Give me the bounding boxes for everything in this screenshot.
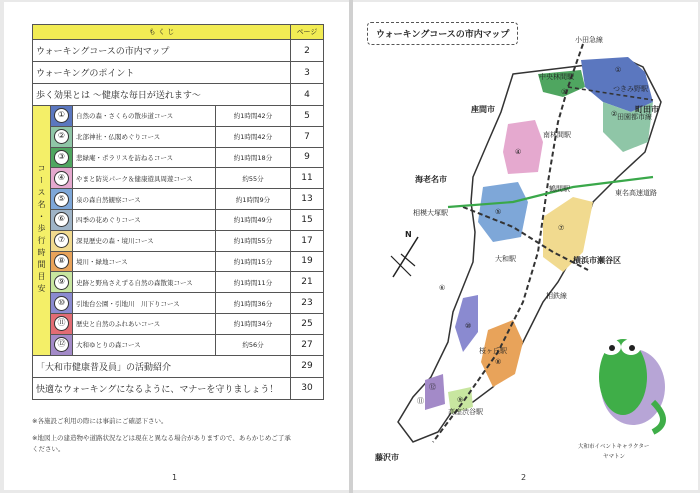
- label-odakyu-line: 小田急線: [575, 36, 603, 44]
- course-page: 11: [291, 168, 324, 189]
- course-name: 自然の森・さくらの散歩道コース: [73, 106, 216, 127]
- course-row[interactable]: [33, 230, 324, 251]
- city-map: [353, 2, 698, 490]
- course-number: ⑧: [54, 254, 69, 269]
- label-machida-city: 町田市: [635, 105, 659, 114]
- course-time: 約1時間11分: [216, 272, 291, 293]
- course-number: ①: [54, 108, 69, 123]
- toc-row-title: ウォーキングコースの市内マップ: [33, 40, 291, 62]
- course-side-label: コース名・歩行時間目安: [33, 106, 51, 356]
- course-row[interactable]: [33, 189, 324, 210]
- note-facilities: ※各施設ご利用の際には事前にご確認下さい。: [32, 417, 168, 425]
- contents-table: [32, 24, 324, 400]
- course-time: 約1時間36分: [216, 293, 291, 314]
- course-row[interactable]: [33, 251, 324, 272]
- label-yamato-station: 大和駅: [495, 255, 516, 263]
- label-sotetsu-line: 相鉄線: [546, 292, 567, 300]
- label-kozashibuya-station: 高座渋谷駅: [448, 408, 483, 416]
- label-minamirinkan-station: 南林間駅: [543, 131, 571, 139]
- map-marker: ④: [515, 148, 522, 156]
- contents-header: [33, 25, 324, 40]
- course-number-cell: [51, 147, 73, 168]
- course-number-cell: [51, 230, 73, 251]
- map-marker: ⑧: [495, 358, 502, 366]
- course-time: 約1時間42分: [216, 106, 291, 127]
- label-chuorinkan-station: 中央林間駅: [539, 73, 574, 81]
- toc-row-title: ウォーキングのポイント: [33, 62, 291, 84]
- toc-row-page: 2: [291, 40, 324, 62]
- course-number-cell: [51, 168, 73, 189]
- mascot-icon: [599, 339, 665, 432]
- course-name: やまと防災パーク＆健康遊具周遊コース: [73, 168, 216, 189]
- label-tsuruma-station: 鶴間駅: [549, 185, 570, 193]
- toc-row[interactable]: [33, 40, 324, 62]
- course-number: ⑩: [54, 296, 69, 311]
- page-column-header: ページ: [291, 25, 324, 40]
- label-sagami-otsuka-station: 相模大塚駅: [413, 209, 448, 217]
- course-page: 25: [291, 313, 324, 334]
- course-page: 21: [291, 272, 324, 293]
- toc-row-page: 29: [291, 355, 324, 377]
- course-number-cell: [51, 334, 73, 355]
- note-map-disclaimer-cont: ください。: [32, 445, 65, 453]
- toc-row-title: 快適なウォーキングになるように、マナーを守りましょう！: [33, 377, 291, 399]
- mascot-caption: 大和市イベントキャラクター: [578, 444, 650, 450]
- label-sakuragaoka-station: 桜ヶ丘駅: [479, 347, 507, 355]
- toc-row[interactable]: [33, 377, 324, 399]
- course-time: 約1時間42分: [216, 126, 291, 147]
- course-number-cell: [51, 106, 73, 127]
- map-marker: ①: [615, 66, 622, 74]
- map-marker: ②: [611, 110, 618, 118]
- course-time: 約1時間49分: [216, 209, 291, 230]
- label-tomei-expressway: 東名高速道路: [615, 189, 657, 197]
- course-area-12: [425, 374, 445, 410]
- label-yokohama-seya: 横浜市瀬谷区: [573, 256, 621, 265]
- course-number: ③: [54, 150, 69, 165]
- compass-north-label: N: [405, 230, 412, 239]
- toc-row-title: 「大和市健康普及員」の活動紹介: [33, 355, 291, 377]
- map-marker: ⑨: [457, 396, 464, 404]
- course-page: 17: [291, 230, 324, 251]
- course-area-4: [503, 120, 543, 174]
- map-marker: ⑩: [465, 322, 472, 330]
- course-number-cell: [51, 272, 73, 293]
- course-number-cell: [51, 313, 73, 334]
- course-number-cell: [51, 189, 73, 210]
- course-row[interactable]: [33, 313, 324, 334]
- course-name: 泉の森自然観察コース: [73, 189, 216, 210]
- toc-row-title: 歩く効果とは ～健康な毎日が送れます～: [33, 84, 291, 106]
- page-number-left: 1: [172, 473, 178, 482]
- course-name: 引地台公園・引地川 川下りコース: [73, 293, 216, 314]
- course-name: 北部神社・仏閣めぐりコース: [73, 126, 216, 147]
- course-row[interactable]: [33, 168, 324, 189]
- course-row[interactable]: [33, 209, 324, 230]
- label-zama-city: 座間市: [471, 105, 495, 114]
- course-name: 大和ゆとりの森コース: [73, 334, 216, 355]
- course-page: 23: [291, 293, 324, 314]
- course-page: 7: [291, 126, 324, 147]
- course-time: 約56分: [216, 334, 291, 355]
- course-time: 約1時間55分: [216, 230, 291, 251]
- label-tsukimino-station: つきみ野駅: [613, 85, 648, 93]
- course-number: ⑤: [54, 192, 69, 207]
- course-time: 約1時間9分: [216, 189, 291, 210]
- map-marker: ⑪: [417, 397, 424, 405]
- toc-row-page: 4: [291, 84, 324, 106]
- course-name: 史跡と野鳥さえずる自然の森散策コース: [73, 272, 216, 293]
- label-fujisawa-city: 藤沢市: [375, 453, 399, 462]
- map-marker: ⑥: [439, 284, 446, 292]
- course-number-cell: [51, 293, 73, 314]
- toc-row-page: 3: [291, 62, 324, 84]
- course-time: 約1時間34分: [216, 313, 291, 334]
- course-row[interactable]: [33, 334, 324, 355]
- map-marker: ③: [561, 88, 568, 96]
- course-number-cell: [51, 126, 73, 147]
- course-number: ⑨: [54, 275, 69, 290]
- mascot-name: ヤマトン: [603, 454, 626, 460]
- course-time: 約1時間15分: [216, 251, 291, 272]
- course-page: 27: [291, 334, 324, 355]
- course-name: 悲緑庵・ポラリスを訪ねるコース: [73, 147, 216, 168]
- toc-row[interactable]: [33, 62, 324, 84]
- map-marker: ⑤: [495, 208, 502, 216]
- course-page: 15: [291, 209, 324, 230]
- course-row[interactable]: [33, 293, 324, 314]
- course-number: ⑦: [54, 233, 69, 248]
- toc-row-page: 30: [291, 377, 324, 399]
- course-time: 約55分: [216, 168, 291, 189]
- label-ebina-city: 海老名市: [415, 175, 447, 184]
- course-row[interactable]: [33, 272, 324, 293]
- map-page: [353, 2, 698, 490]
- toc-row[interactable]: [33, 84, 324, 106]
- course-name: 四季の花めぐりコース: [73, 209, 216, 230]
- course-number-cell: [51, 209, 73, 230]
- label-denentoshi-line: 田園都市線: [617, 113, 652, 121]
- course-name: 境川・緑地コース: [73, 251, 216, 272]
- course-number: ④: [54, 171, 69, 186]
- course-number-cell: [51, 251, 73, 272]
- contents-title: も く じ: [33, 25, 291, 40]
- course-name: 歴史と自然のふれあいコース: [73, 313, 216, 334]
- course-row[interactable]: [33, 106, 324, 127]
- course-page: 9: [291, 147, 324, 168]
- toc-row[interactable]: [33, 355, 324, 377]
- course-number: ⑪: [54, 316, 69, 331]
- contents-page: [4, 2, 349, 490]
- course-number: ⑥: [54, 212, 69, 227]
- course-number: ②: [54, 129, 69, 144]
- course-page: 5: [291, 106, 324, 127]
- map-marker: ⑦: [558, 224, 565, 232]
- course-row[interactable]: [33, 147, 324, 168]
- course-row[interactable]: [33, 126, 324, 147]
- course-number: ⑫: [54, 337, 69, 352]
- compass-icon: [391, 237, 418, 277]
- course-name: 深見歴史の森・境川コース: [73, 230, 216, 251]
- course-page: 13: [291, 189, 324, 210]
- course-page: 19: [291, 251, 324, 272]
- note-map-disclaimer: ※地図上の建造物や道路状況などは現在と異なる場合がありますので、あらかじめご了承: [32, 434, 291, 442]
- page-number-right: 2: [521, 473, 527, 482]
- course-time: 約1時間18分: [216, 147, 291, 168]
- map-title: ウォーキングコースの市内マップ: [367, 22, 518, 45]
- map-marker: ⑫: [429, 383, 436, 391]
